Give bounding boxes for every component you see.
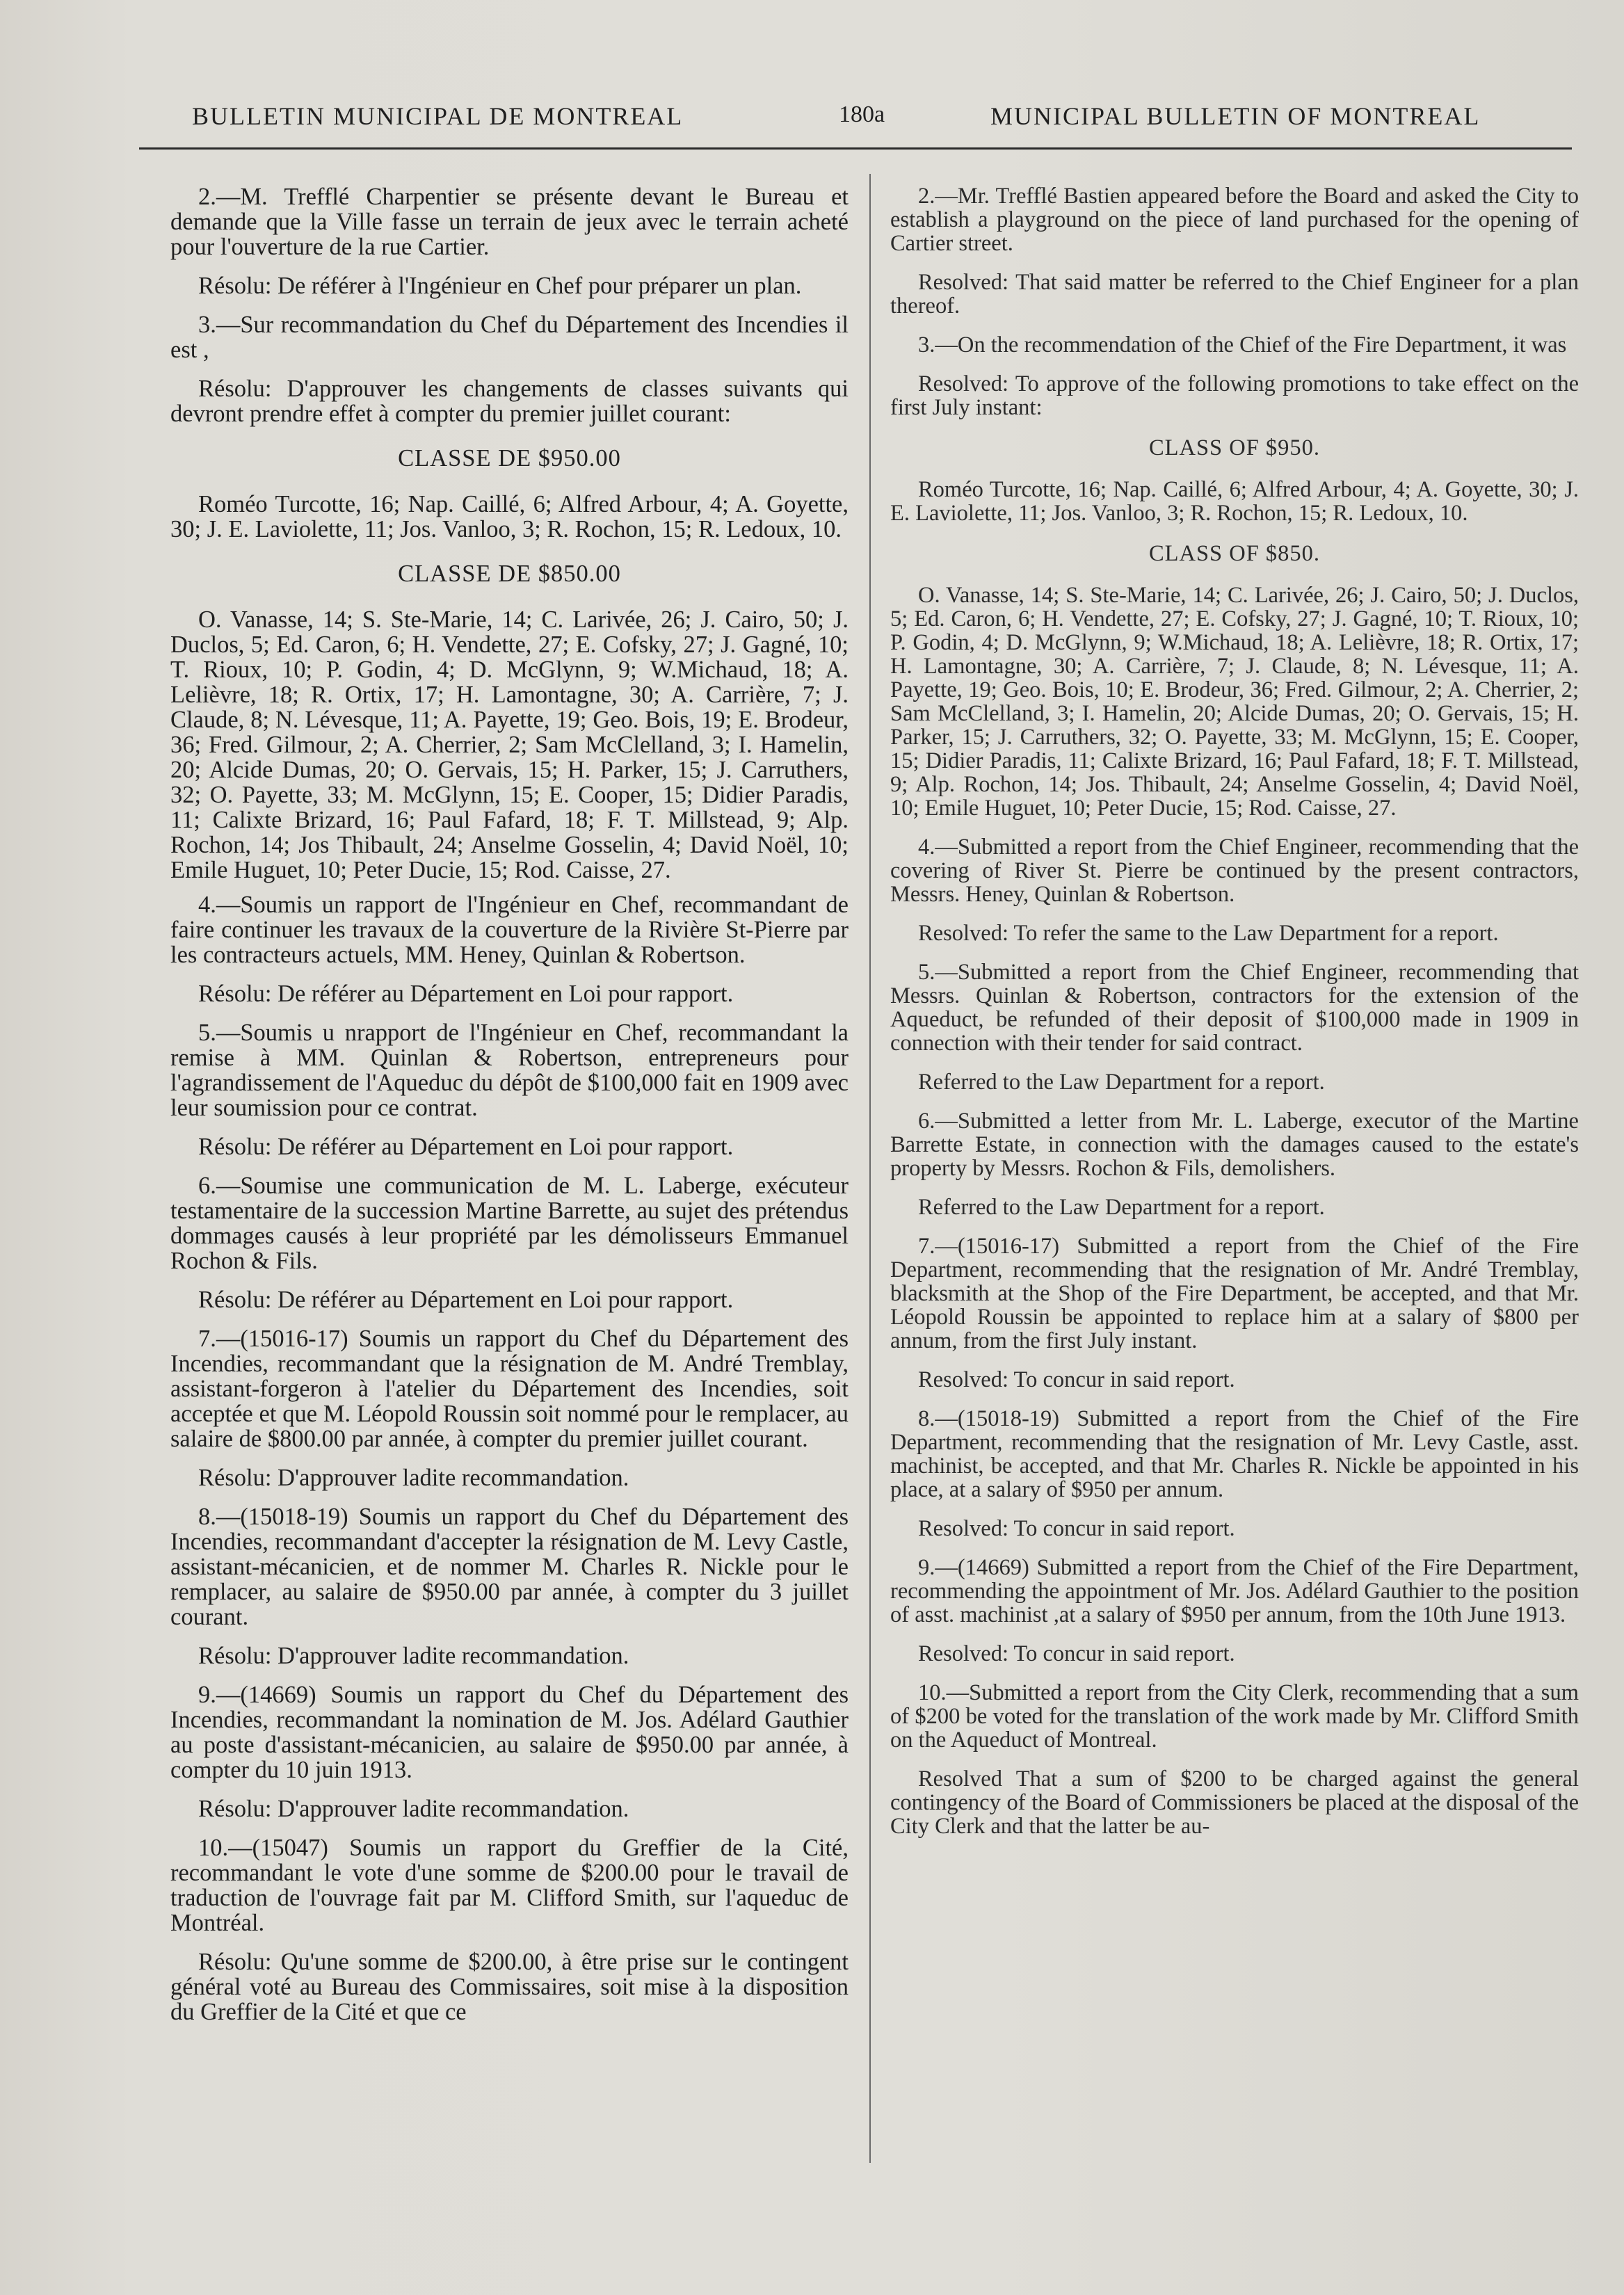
fr-item-9-resolution: Résolu: D'approuver ladite recommandation. — [198, 1796, 629, 1822]
fr-item-10: 10.—(15047) Soumis un rapport du Greffier de la Cité, recommandant le vote d'une somme de $200.00 pour le travail de traduction de l'ouvrage fait par M. Clifford Smith, sur l'aqueduc de Montréal. — [170, 1835, 849, 1936]
fr-item-5: 5.—Soumis u nrapport de l'Ingénieur en Chef, recommandant la remise à MM. Quinlan & Robertson, entrepreneurs pour l'agrandissement de l'Aqueduc du dépôt de $100,000 fait en 1909 avec leur soumission pour ce contrat. — [170, 1020, 849, 1121]
fr-item-7: 7.—(15016-17) Soumis un rapport du Chef du Département des Incendies, recommandant que la résignation de M. André Tremblay, assistant-forgeron à l'atelier du Département des Incendies, soit acceptée et que M. Léopold Roussin soit nommé pour le remplacer, au salaire de $800.00 par année, à compter du premier juillet courant. — [170, 1326, 849, 1452]
fr-item-6-resolution: Résolu: De référer au Département en Loi pour rapport. — [198, 1287, 734, 1313]
fr-item-4: 4.—Soumis un rapport de l'Ingénieur en Chef, recommandant de faire continuer les travaux de la couverture de la Rivière St-Pierre par les contracteurs actuels, MM. Heney, Quinlan & Robertson. — [170, 892, 849, 968]
en-item-5: 5.—Submitted a report from the Chief Engineer, recommending that Messrs. Quinlan & Robertson, contractors for the extension of the Aqueduct, be refunded of their deposit of $100,000 made in 1909 in connection with their tender for said contract. — [890, 960, 1579, 1056]
en-item-6-resolution: Referred to the Law Department for a report. — [918, 1195, 1325, 1220]
fr-item-10-resolution: Résolu: Qu'une somme de $200.00, à être prise sur le contingent général voté au Bureau des Commissaires, soit mise à la disposition du Greffier de la Cité et que ce — [170, 1949, 849, 2025]
fr-class-950-heading: CLASSE DE $950.00 — [398, 445, 621, 472]
en-item-10-resolution: Resolved That a sum of $200 to be charged against the general contingency of the Board of Commissioners be placed at the disposal of the City Clerk and that the latter be au- — [890, 1766, 1579, 1839]
en-item-5-resolution: Referred to the Law Department for a report. — [918, 1070, 1325, 1095]
fr-item-5-resolution: Résolu: De référer au Département en Loi pour rapport. — [198, 1134, 734, 1160]
fr-item-7-resolution: Résolu: D'approuver ladite recommandation. — [198, 1465, 629, 1491]
fr-item-9: 9.—(14669) Soumis un rapport du Chef du Département des Incendies, recommandant la nomination de M. Jos. Adélard Gauthier au poste d'assistant-mécanicien, au salaire de $950.00 par année, à compter du 10 juin 1913. — [170, 1682, 849, 1783]
fr-item-8: 8.—(15018-19) Soumis un rapport du Chef du Département des Incendies, recommandant d'accepter la résignation de M. Levy Castle, assistant-mécanicien, et de nommer M. Charles R. Nickle pour le remplacer, au salaire de $950.00 par année, à compter du 3 juillet courant. — [170, 1504, 849, 1630]
fr-item-6: 6.—Soumise une communication de M. L. Laberge, exécuteur testamentaire de la succession Martine Barrette, au sujet des prétendus dommages causés à leur propriété par les démolisseurs Emmanuel Rochon & Fils. — [170, 1173, 849, 1274]
fr-class-850-names: O. Vanasse, 14; S. Ste-Marie, 14; C. Larivée, 26; J. Cairo, 50; J. Duclos, 5; Ed. Caron, 6; H. Vendette, 27; E. Cofsky, 27; J. Gagné, 10; T. Rioux, 10; P. Godin, 4; D. McGlynn, 9; W.Michaud, 18; A. Lelièvre, 18; R. Ortix, 17; H. Lamontagne, 30; A. Carrière, 7; J. Claude, 8; N. Lévesque, 11; A. Payette, 19; Geo. Bois, 19; E. Brodeur, 36; Fred. Gilmour, 2; A. Cherrier, 2; Sam McClelland, 3; I. Hamelin, 20; Alcide Dumas, 20; O. Gervais, 15; H. Parker, 15; J. Carruthers, 32; O. Payette, 33; M. McGlynn, 15; E. Cooper, 15; Didier Paradis, 11; Calixte Brizard, 16; Paul Fafard, 18; F. T. Millstead, 9; Alp. Rochon, 14; Jos Thibault, 24; Anselme Gosselin, 4; David Noël, 10; Emile Huguet, 10; Peter Ducie, 15; Rod. Caisse, 27. — [170, 606, 849, 883]
page-number: 180a — [839, 102, 885, 127]
en-item-7: 7.—(15016-17) Submitted a report from the Chief of the Fire Department, recommending that the resignation of Mr. André Tremblay, blacksmith at the Shop of the Fire Department, be accepted, and that Mr. Léopold Roussin be appointed to replace him at a salary of $800 per annum, from the first July instant. — [890, 1234, 1579, 1353]
en-item-8-resolution: Resolved: To concur in said report. — [918, 1516, 1235, 1541]
en-item-2: 2.—Mr. Trefflé Bastien appeared before the Board and asked the City to establish a playground on the piece of land purchased for the opening of Cartier street. — [890, 184, 1579, 256]
en-class-950-heading: CLASS OF $950. — [1148, 435, 1321, 460]
header-rule — [139, 147, 1572, 150]
running-header — [0, 102, 1624, 143]
en-item-3-resolution: Resolved: To approve of the following promotions to take effect on the first July instant: — [890, 371, 1579, 420]
en-item-3: 3.—On the recommendation of the Chief of the Fire Department, it was — [918, 332, 1567, 357]
en-item-9: 9.—(14669) Submitted a report from the Chief of the Fire Department, recommending the appointment of Mr. Jos. Adélard Gauthier to the position of asst. machinist ,at a salary of $950 per annum, from the 10th June 1913. — [890, 1555, 1579, 1627]
header-english-title: MUNICIPAL BULLETIN OF MONTREAL — [990, 102, 1481, 130]
fr-item-3: 3.—Sur recommandation du Chef du Département des Incendies il est , — [170, 312, 849, 363]
english-column — [890, 184, 1579, 1853]
en-item-10: 10.—Submitted a report from the City Clerk, recommending that a sum of $200 be voted for the translation of the work made by Mr. Clifford Smith on the Aqueduct of Montreal. — [890, 1680, 1579, 1753]
fr-item-4-resolution: Résolu: De référer au Département en Loi pour rapport. — [198, 981, 734, 1007]
en-item-9-resolution: Resolved: To concur in said report. — [918, 1641, 1235, 1666]
en-class-950-names: Roméo Turcotte, 16; Nap. Caillé, 6; Alfred Arbour, 4; A. Goyette, 30; J. E. Laviolette, 11; Jos. Vanloo, 3; R. Rochon, 15; R. Ledoux, 10. — [890, 477, 1579, 526]
en-item-7-resolution: Resolved: To concur in said report. — [918, 1367, 1235, 1392]
column-divider — [869, 174, 871, 2163]
en-item-6: 6.—Submitted a letter from Mr. L. Laberge, executor of the Martine Barrette Estate, in connection with the damages caused to the estate's property by Messrs. Rochon & Fils, demolishers. — [890, 1109, 1579, 1181]
en-class-850-heading: CLASS OF $850. — [1148, 541, 1321, 566]
en-item-2-resolution: Resolved: That said matter be referred to the Chief Engineer for a plan thereof. — [890, 270, 1579, 319]
french-column — [170, 184, 849, 2038]
fr-item-3-resolution: Résolu: D'approuver les changements de classes suivants qui devront prendre effet à compter du premier juillet courant: — [170, 376, 849, 427]
fr-item-2: 2.—M. Trefflé Charpentier se présente devant le Bureau et demande que la Ville fasse un terrain de jeux avec le terrain acheté pour l'ouverture de la rue Cartier. — [170, 184, 849, 260]
en-item-8: 8.—(15018-19) Submitted a report from the Chief of the Fire Department, recommending that the resignation of Mr. Levy Castle, asst. machinist, be accepted, and that Mr. Charles R. Nickle be appointed in his place, at a salary of $950 per annum. — [890, 1406, 1579, 1502]
en-class-850-names: O. Vanasse, 14; S. Ste-Marie, 14; C. Larivée, 26; J. Cairo, 50; J. Duclos, 5; Ed. Caron, 6; H. Vendette, 27; E. Cofsky, 27; J. Gagné, 10; T. Rioux, 10; P. Godin, 4; D. McGlynn, 9; W.Michaud, 18; A. Lelièvre, 18; R. Ortix, 17; H. Lamontagne, 30; A. Carrière, 7; J. Claude, 8; N. Lévesque, 11; A. Payette, 19; Geo. Bois, 10; E. Brodeur, 36; Fred. Gilmour, 2; A. Cherrier, 2; Sam McClelland, 3; I. Hamelin, 20; Alcide Dumas, 20; O. Gervais, 15; H. Parker, 15; J. Carruthers, 32; O. Payette, 33; M. McGlynn, 15; E. Cooper, 15; Didier Paradis, 11; Calixte Brizard, 16; Paul Fafard, 18; F. T. Millstead, 9; Alp. Rochon, 14; Jos. Thibault, 24; Anselme Gosselin, 4; David Noël, 10; Emile Huguet, 10; Peter Ducie, 15; Rod. Caisse, 27. — [890, 583, 1579, 821]
header-french-title: BULLETIN MUNICIPAL DE MONTREAL — [192, 102, 684, 130]
en-item-4-resolution: Resolved: To refer the same to the Law Department for a report. — [918, 921, 1499, 946]
fr-class-950-names: Roméo Turcotte, 16; Nap. Caillé, 6; Alfred Arbour, 4; A. Goyette, 30; J. E. Laviolette, 11; Jos. Vanloo, 3; R. Rochon, 15; R. Ledoux, 10. — [170, 491, 849, 542]
fr-item-2-resolution: Résolu: De référer à l'Ingénieur en Chef pour préparer un plan. — [198, 273, 802, 299]
en-item-4: 4.—Submitted a report from the Chief Engineer, recommending that the covering of River St. Pierre be continued by the present contractors, Messrs. Heney, Quinlan & Robertson. — [890, 835, 1579, 907]
fr-class-850-heading: CLASSE DE $850.00 — [398, 561, 621, 587]
fr-item-8-resolution: Résolu: D'approuver ladite recommandation. — [198, 1643, 629, 1669]
